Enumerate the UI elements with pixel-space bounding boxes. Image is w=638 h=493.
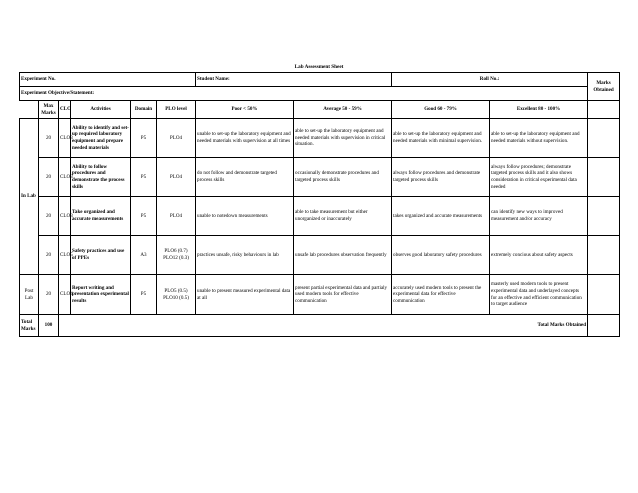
row-activity: Ability to follow procedures and demonstrate the process skills [71,158,131,197]
row-marks: 20 [39,119,59,158]
row-plo: PLO5 (0.5) PLO10 (0.5) [157,275,196,315]
row-marks: 20 [39,275,59,315]
group-post-lab: Post Lab [20,275,39,315]
row-poor: do not follow and demonstrate targeted process skills [196,158,294,197]
row-plo: PLO6 (0.7) PLO12 (0.3) [157,236,196,275]
table-row [20,197,620,236]
row-marks: 20 [39,197,59,236]
row-poor: unable to set-up the laboratory equipment and needed materials with supervision at all times [196,119,294,158]
row-clo: CLO4 [59,275,71,315]
row-good: accurately used modern tools to present the experimental data for effective communication [392,275,490,315]
roll-no-label: Roll No.: [392,73,588,87]
col-activities: Activities [71,101,131,119]
row-excellent: extremely concious about safety aspects [490,236,588,275]
row-poor: practices unsafe, risky behaviours in lab [196,236,294,275]
row-average: occasionally demonstrate procedures and targeted process skills [294,158,392,197]
row-poor: unable to notedown measurements [196,197,294,236]
row-domain: P5 [131,275,157,315]
row-marks: 20 [39,236,59,275]
col-plo-level: PLO level [157,101,196,119]
row-activity: Take organized and accurate measurements [71,197,131,236]
row-excellent: can identify new ways to improved measurement and/or accuracy [490,197,588,236]
total-obtained-value[interactable] [588,315,620,337]
row-good: always follow procedures and demonstrate targeted process skills [392,158,490,197]
table-row [20,158,620,197]
row-clo: CLO3 [59,158,71,197]
student-name-label: Student Name: [196,73,392,87]
row-clo: CLO3 [59,197,71,236]
table-row [20,236,620,275]
objective-label: Experiment Objective/Statement: [20,87,588,101]
marks-obtained-label: Marks Obtained [588,73,620,101]
row-excellent: masterly used modern tools to present experimental data and underlayed concepts for an effective and efficient communication to target audience [490,275,588,315]
col-max-marks: Max Marks [39,101,59,119]
row-average: present partial experimental data and partialy used modern tools for effective communication [294,275,392,315]
row-plo: PLO4 [157,197,196,236]
total-marks-value: 100 [39,315,59,337]
row-activity: Report writing and presentation experimental results [71,275,131,315]
row-excellent: able to set-up the laboratory equipment and needed materials without supervision. [490,119,588,158]
group-in-lab: In Lab [20,119,39,275]
row-domain: P5 [131,119,157,158]
table-row [20,119,620,158]
table-row [20,275,620,315]
row-clo: CLO3 [59,119,71,158]
total-marks-label: Total Marks [20,315,39,337]
row-clo: CLO5 [59,236,71,275]
row-domain: P5 [131,158,157,197]
row-marks: 20 [39,158,59,197]
row-average: unsafe lab procedures observation frequently [294,236,392,275]
row-plo: PLO4 [157,119,196,158]
row-domain: A3 [131,236,157,275]
experiment-no-label: Experiment No. [20,73,196,87]
column-header-row [20,101,620,119]
row-plo: PLO4 [157,158,196,197]
sheet-title: Lab Assessment Sheet [294,64,344,70]
row-poor: unable to present measured experimental data at all [196,275,294,315]
col-good: Good 60 - 79% [392,101,490,119]
col-poor: Poor < 50% [196,101,294,119]
col-average: Average 50 - 59% [294,101,392,119]
col-clo: CLO [59,101,71,119]
row-excellent: always follow procedures; demonstrate targeted process skills and it also shows consideration in critical experimental data needed [490,158,588,197]
row-good: able to set-up the laboratory equipment and needed materials with minimal supervision. [392,119,490,158]
row-average: able to take measurement but either unorganized or inaccurately [294,197,392,236]
assessment-sheet [19,72,619,337]
col-excellent: Excellent 80 - 100% [490,101,588,119]
total-obtained-label: Total Marks Obtained [59,315,588,337]
row-activity: Safety practices and use of PPEs [71,236,131,275]
row-activity: Ability to identify and set-up required laboratory equipment and prepare needed materials [71,119,131,158]
col-domain: Domain [131,101,157,119]
row-good: takes organized and accurate measurements [392,197,490,236]
total-row [20,315,620,337]
row-average: able to set-up the laboratory equipment and needed materials with supervision in critical situation. [294,119,392,158]
assessment-table [19,72,620,337]
row-domain: P5 [131,197,157,236]
row-good: observes good laboratory safety procedures [392,236,490,275]
